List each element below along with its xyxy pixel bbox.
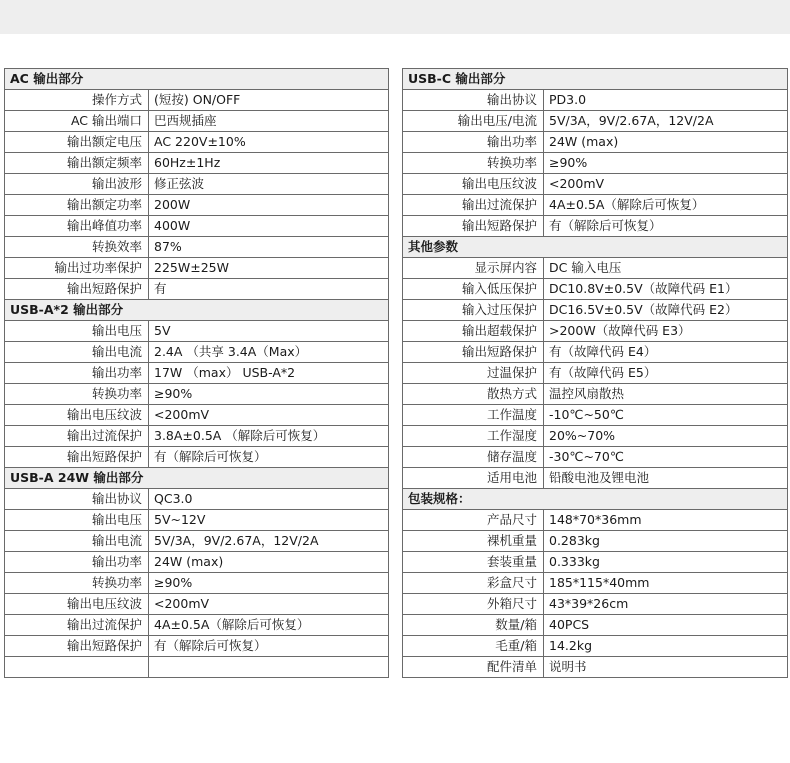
spec-row: [403, 531, 788, 552]
spec-row: [403, 216, 788, 237]
spec-label: 输入低压保护: [403, 279, 544, 300]
spec-value: PD3.0: [544, 90, 788, 111]
spec-label: 配件清单: [403, 657, 544, 678]
spec-value: 24W (max): [149, 552, 389, 573]
spec-value: 400W: [149, 216, 389, 237]
spec-row: [5, 573, 389, 594]
spec-value: DC16.5V±0.5V（故障代码 E2）: [544, 300, 788, 321]
spec-value: 3.8A±0.5A （解除后可恢复）: [149, 426, 389, 447]
section-title: 其他参数: [403, 237, 788, 258]
section-header-row: [5, 300, 389, 321]
spec-row: [403, 510, 788, 531]
spec-row: [5, 657, 389, 678]
right-spec-table: [402, 68, 788, 678]
spec-row: [403, 447, 788, 468]
spec-label: 裸机重量: [403, 531, 544, 552]
spec-value: QC3.0: [149, 489, 389, 510]
spec-value: 225W±25W: [149, 258, 389, 279]
spec-row: [5, 552, 389, 573]
spec-value: <200mV: [544, 174, 788, 195]
spec-label: 输出电压纹波: [5, 594, 149, 615]
spec-label: 输出短路保护: [5, 279, 149, 300]
spec-value: ≥90%: [149, 384, 389, 405]
spec-value: ≥90%: [149, 573, 389, 594]
section-title: AC 输出部分: [5, 69, 389, 90]
spec-label: 过温保护: [403, 363, 544, 384]
spec-label: 毛重/箱: [403, 636, 544, 657]
spec-label: 输出峰值功率: [5, 216, 149, 237]
spec-value: <200mV: [149, 405, 389, 426]
section-header-row: [5, 468, 389, 489]
spec-label: 适用电池: [403, 468, 544, 489]
section-header-row: [403, 237, 788, 258]
spec-label: 输出电压纹波: [5, 405, 149, 426]
section-header-row: [5, 69, 389, 90]
spec-label: 工作温度: [403, 405, 544, 426]
spec-label: 输出短路保护: [5, 636, 149, 657]
spec-row: [403, 153, 788, 174]
spec-row: [5, 237, 389, 258]
spec-label: 彩盒尺寸: [403, 573, 544, 594]
spec-label: 操作方式: [5, 90, 149, 111]
spec-row: [403, 594, 788, 615]
spec-value: 5V~12V: [149, 510, 389, 531]
spec-row: [5, 258, 389, 279]
section-header-row: [403, 69, 788, 90]
spec-row: [5, 384, 389, 405]
spec-row: [403, 636, 788, 657]
spec-label: 储存温度: [403, 447, 544, 468]
spec-value: -10℃~50℃: [544, 405, 788, 426]
spec-row: [5, 489, 389, 510]
spec-row: [5, 216, 389, 237]
spec-label: 输出额定电压: [5, 132, 149, 153]
spec-label: 输出短路保护: [403, 342, 544, 363]
right-spec-body: [403, 69, 788, 678]
spec-row: [5, 195, 389, 216]
spec-label: 输出电压: [5, 321, 149, 342]
spec-label: 输出波形: [5, 174, 149, 195]
spec-row: [403, 657, 788, 678]
spec-value: 有（解除后可恢复）: [149, 636, 389, 657]
spec-value: [149, 657, 389, 678]
spec-value: 60Hz±1Hz: [149, 153, 389, 174]
spec-row: [5, 363, 389, 384]
spec-value: (短按) ON/OFF: [149, 90, 389, 111]
spec-row: [403, 384, 788, 405]
spec-row: [403, 573, 788, 594]
spec-row: [403, 279, 788, 300]
spec-label: 转换功率: [5, 573, 149, 594]
spec-label: 转换功率: [5, 384, 149, 405]
spec-row: [403, 258, 788, 279]
left-spec-table: [4, 68, 389, 678]
spec-value: 有: [149, 279, 389, 300]
spec-row: [5, 153, 389, 174]
spec-value: 14.2kg: [544, 636, 788, 657]
spec-value: 43*39*26cm: [544, 594, 788, 615]
spec-value: 4A±0.5A（解除后可恢复）: [544, 195, 788, 216]
spec-row: [5, 615, 389, 636]
spec-label: 输出过功率保护: [5, 258, 149, 279]
spec-value: 巴西规插座: [149, 111, 389, 132]
spec-value: 87%: [149, 237, 389, 258]
spec-value: 200W: [149, 195, 389, 216]
spec-value: 铅酸电池及锂电池: [544, 468, 788, 489]
spec-row: [403, 111, 788, 132]
spec-label: 输出电压: [5, 510, 149, 531]
section-title: 包装规格：: [403, 489, 788, 510]
spec-label: 输出协议: [5, 489, 149, 510]
spec-label: 显示屏内容: [403, 258, 544, 279]
spec-value: 17W （max） USB-A*2: [149, 363, 389, 384]
spec-value: AC 220V±10%: [149, 132, 389, 153]
spec-label: 转换功率: [403, 153, 544, 174]
spec-label: 套装重量: [403, 552, 544, 573]
spec-row: [5, 174, 389, 195]
spec-label: 散热方式: [403, 384, 544, 405]
spec-row: [5, 405, 389, 426]
spec-value: 24W (max): [544, 132, 788, 153]
spec-value: -30℃~70℃: [544, 447, 788, 468]
spec-row: [5, 90, 389, 111]
spec-label: AC 输出端口: [5, 111, 149, 132]
spec-value: 185*115*40mm: [544, 573, 788, 594]
spec-row: [5, 447, 389, 468]
spec-value: 0.333kg: [544, 552, 788, 573]
spec-row: [403, 132, 788, 153]
spec-row: [403, 300, 788, 321]
spec-row: [403, 342, 788, 363]
spec-row: [5, 510, 389, 531]
spec-row: [403, 405, 788, 426]
spec-label: 输出电压/电流: [403, 111, 544, 132]
spec-value: 说明书: [544, 657, 788, 678]
spec-value: 有（解除后可恢复）: [149, 447, 389, 468]
spec-value: 5V/3A，9V/2.67A，12V/2A: [149, 531, 389, 552]
spec-label: 输出电压纹波: [403, 174, 544, 195]
spec-row: [5, 321, 389, 342]
spec-value: 修正弦波: [149, 174, 389, 195]
spec-label: 输出过流保护: [5, 615, 149, 636]
spec-row: [5, 279, 389, 300]
spec-row: [5, 132, 389, 153]
spec-row: [403, 552, 788, 573]
spec-value: ≥90%: [544, 153, 788, 174]
section-title: USB-A 24W 输出部分: [5, 468, 389, 489]
spec-row: [5, 594, 389, 615]
spec-label: 输出额定频率: [5, 153, 149, 174]
spec-row: [403, 90, 788, 111]
spec-value: 有（故障代码 E5）: [544, 363, 788, 384]
spec-label: 输出功率: [5, 552, 149, 573]
spec-label: [5, 657, 149, 678]
spec-label: 输出过流保护: [5, 426, 149, 447]
top-banner: [0, 0, 790, 34]
spec-value: 5V/3A，9V/2.67A，12V/2A: [544, 111, 788, 132]
spec-row: [403, 174, 788, 195]
left-spec-body: [5, 69, 389, 678]
spec-label: 输出功率: [5, 363, 149, 384]
spec-row: [5, 636, 389, 657]
spec-value: 有（解除后可恢复）: [544, 216, 788, 237]
spec-label: 产品尺寸: [403, 510, 544, 531]
spec-row: [403, 615, 788, 636]
section-title: USB-A*2 输出部分: [5, 300, 389, 321]
section-header-row: [403, 489, 788, 510]
spec-value: 20%~70%: [544, 426, 788, 447]
spec-row: [403, 195, 788, 216]
spec-row: [5, 426, 389, 447]
spec-value: DC 输入电压: [544, 258, 788, 279]
spec-label: 数量/箱: [403, 615, 544, 636]
spec-value: 5V: [149, 321, 389, 342]
spec-label: 转换效率: [5, 237, 149, 258]
spec-value: 0.283kg: [544, 531, 788, 552]
spec-label: 输出超载保护: [403, 321, 544, 342]
spec-value: 有（故障代码 E4）: [544, 342, 788, 363]
spec-label: 外箱尺寸: [403, 594, 544, 615]
spec-label: 输入过压保护: [403, 300, 544, 321]
spec-value: 4A±0.5A（解除后可恢复）: [149, 615, 389, 636]
spec-value: DC10.8V±0.5V（故障代码 E1）: [544, 279, 788, 300]
spec-value: >200W（故障代码 E3）: [544, 321, 788, 342]
spec-row: [5, 342, 389, 363]
spec-value: 2.4A （共享 3.4A（Max）: [149, 342, 389, 363]
spec-row: [403, 363, 788, 384]
spec-label: 输出功率: [403, 132, 544, 153]
spec-label: 输出额定功率: [5, 195, 149, 216]
spec-row: [5, 531, 389, 552]
spec-value: <200mV: [149, 594, 389, 615]
spec-value: 148*70*36mm: [544, 510, 788, 531]
spec-label: 输出短路保护: [403, 216, 544, 237]
spec-row: [5, 111, 389, 132]
spec-label: 输出协议: [403, 90, 544, 111]
section-title: USB-C 输出部分: [403, 69, 788, 90]
spec-value: 40PCS: [544, 615, 788, 636]
spec-value: 温控风扇散热: [544, 384, 788, 405]
spec-label: 输出电流: [5, 531, 149, 552]
spec-label: 工作湿度: [403, 426, 544, 447]
spec-label: 输出短路保护: [5, 447, 149, 468]
spec-row: [403, 468, 788, 489]
spec-label: 输出过流保护: [403, 195, 544, 216]
spec-label: 输出电流: [5, 342, 149, 363]
spec-row: [403, 321, 788, 342]
spec-row: [403, 426, 788, 447]
